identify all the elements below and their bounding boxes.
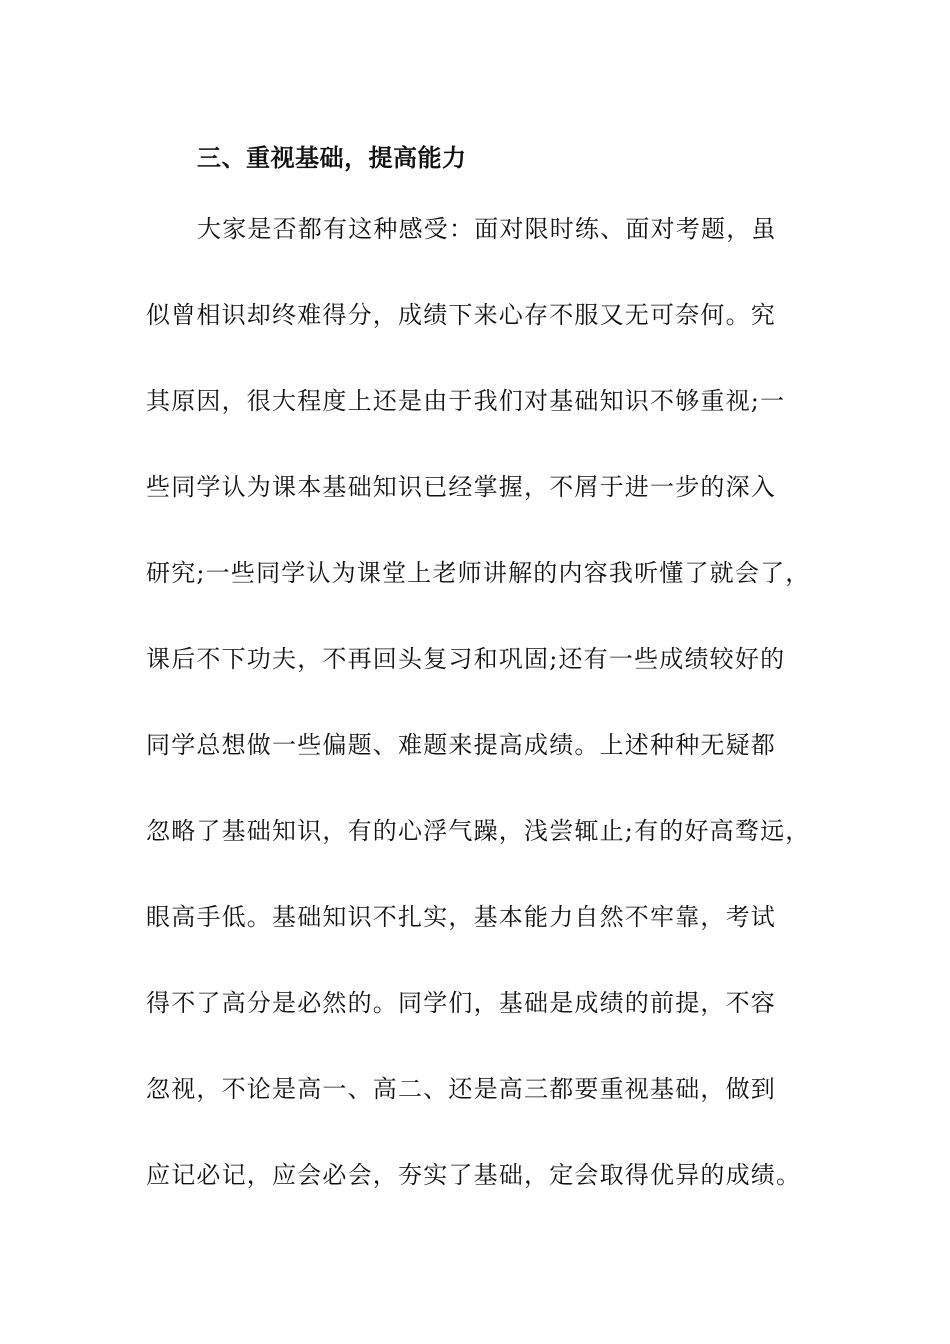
paragraph-line: 忽视，不论是高一、高二、还是高三都要重视基础，做到: [146, 1075, 776, 1103]
section-heading: 三、重视基础，提高能力: [197, 143, 467, 172]
paragraph-line: 课后不下功夫，不再回头复习和巩固;还有一些成绩较好的: [146, 645, 786, 673]
paragraph-line: 眼高手低。基础知识不扎实，基本能力自然不牢靠，考试: [146, 903, 776, 931]
paragraph-line: 同学总想做一些偏题、难题来提高成绩。上述种种无疑都: [146, 731, 776, 759]
paragraph-line: 应记必记，应会必会，夯实了基础，定会取得优异的成绩。: [146, 1161, 802, 1189]
paragraph-line: 其原因，很大程度上还是由于我们对基础知识不够重视;一: [146, 387, 786, 415]
body-paragraph: [146, 205, 816, 1237]
paragraph-line: 些同学认为课本基础知识已经掌握，不屑于进一步的深入: [146, 473, 776, 501]
paragraph-line: 似曾相识却终难得分，成绩下来心存不服又无可奈何。究: [146, 301, 776, 329]
paragraph-line: 忽略了基础知识，有的心浮气躁，浅尝辄止;有的好高骛远，: [146, 817, 811, 845]
paragraph-line: 大家是否都有这种感受：面对限时练、面对考题，虽: [197, 215, 777, 243]
paragraph-line: 得不了高分是必然的。同学们，基础是成绩的前提，不容: [146, 989, 776, 1017]
paragraph-line: 研究;一些同学认为课堂上老师讲解的内容我听懂了就会了，: [146, 559, 811, 587]
